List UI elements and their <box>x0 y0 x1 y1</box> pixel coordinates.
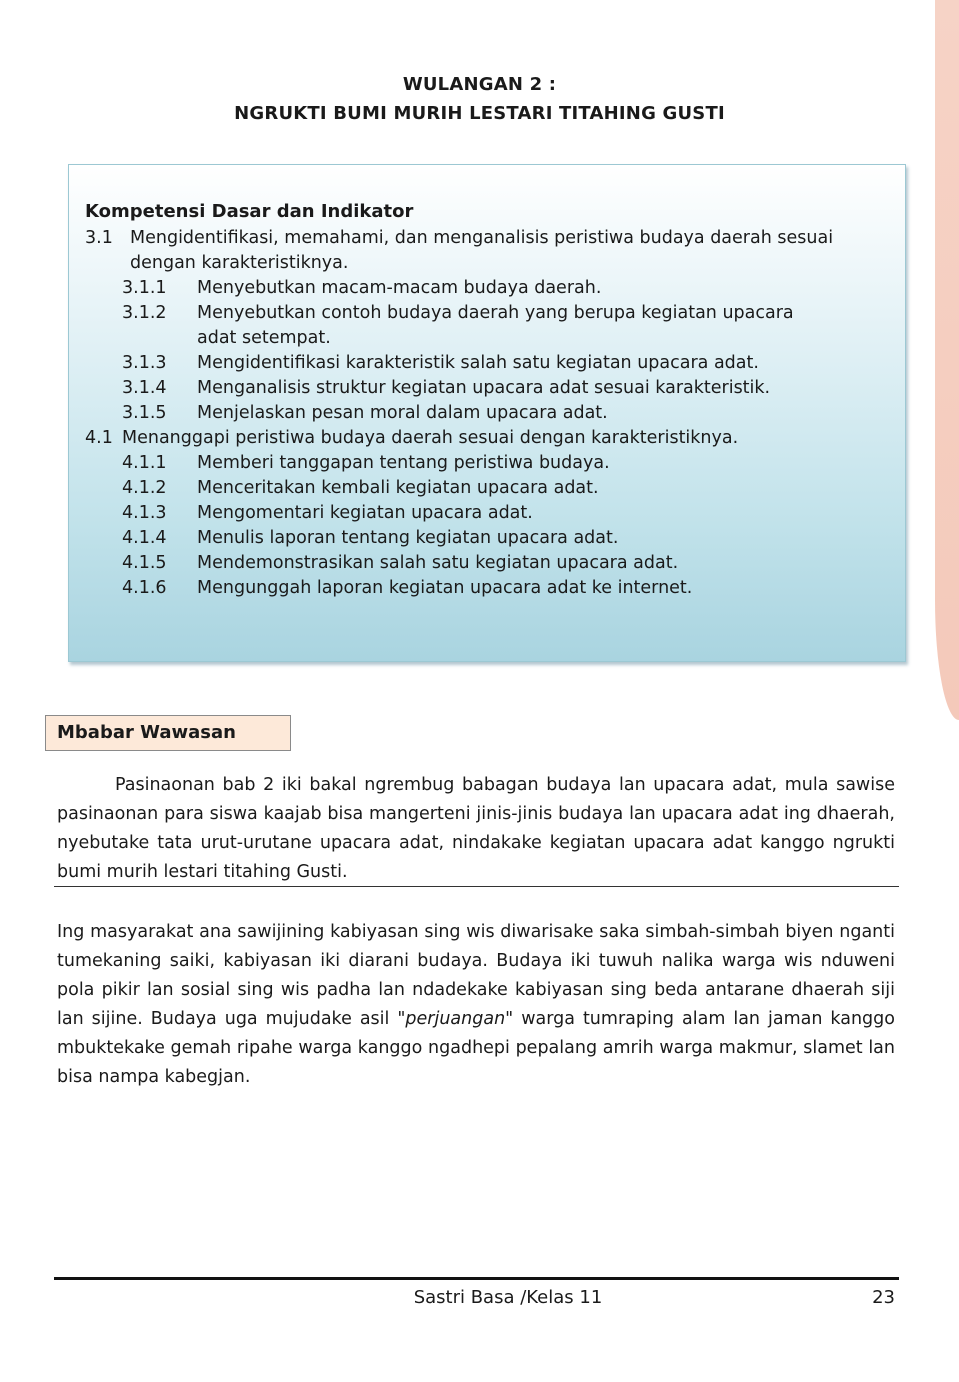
kd-3-1-text: Mengidentifikasi, memahami, dan menganalisis peristiwa budaya daerah sesuai <box>130 228 834 248</box>
indicator-text: Menyebutkan macam-macam budaya daerah. <box>197 278 602 298</box>
divider <box>54 886 899 887</box>
indicator-number: 3.1.5 <box>122 403 167 423</box>
indicator-text: Menganalisis struktur kegiatan upacara adat sesuai karakteristik. <box>197 378 771 398</box>
kd-4-1-number: 4.1 <box>85 428 113 448</box>
indicator-text: Menulis laporan tentang kegiatan upacara adat. <box>197 528 619 548</box>
section-label: Mbabar Wawasan <box>45 715 291 751</box>
indicator-text: Menyebutkan contoh budaya daerah yang berupa kegiatan upacara <box>197 303 794 323</box>
indicator-text: Menjelaskan pesan moral dalam upacara adat. <box>197 403 608 423</box>
footer-book-title: Sastri Basa /Kelas 11 <box>413 1287 603 1308</box>
kd-3-1-text-cont: dengan karakteristiknya. <box>130 253 349 273</box>
indicator-text-cont: adat setempat. <box>197 328 331 348</box>
indicator-number: 4.1.2 <box>122 478 167 498</box>
indicator-number: 3.1.3 <box>122 353 167 373</box>
page-number: 23 <box>872 1287 895 1308</box>
competency-heading: Kompetensi Dasar dan Indikator <box>85 201 414 222</box>
kd-3-1-number: 3.1 <box>85 228 113 248</box>
body-text-cont: warga tumraping alam lan jaman kanggo mbuktekake gemah ripahe warga kanggo ngadhepi pepalang amrih warga makmur, slamet lan bisa nampa kabegjan. <box>57 1009 895 1087</box>
emphasis-text: "perjuangan" <box>397 1009 514 1029</box>
indicator-text: Mengunggah laporan kegiatan upacara adat ke internet. <box>197 578 693 598</box>
indicator-number: 3.1.2 <box>122 303 167 323</box>
indicator-text: Mengidentifikasi karakteristik salah satu kegiatan upacara adat. <box>197 353 759 373</box>
body-paragraph <box>57 918 895 1092</box>
kd-4-1-text: Menanggapi peristiwa budaya daerah sesuai dengan karakteristiknya. <box>122 428 739 448</box>
indicator-number: 3.1.1 <box>122 278 167 298</box>
indicator-text: Menceritakan kembali kegiatan upacara adat. <box>197 478 599 498</box>
body-text: Ing masyarakat ana sawijining kabiyasan sing wis diwarisake saka simbah-simbah biyen nganti tumekaning saiki, kabiyasan iki diarani budaya. Budaya iki tuwuh nalika warga wis nduweni pola pikir lan sosial sing wis padha lan ndadekake kabiyasan sing beda antarane dhaerah siji lan sijine. Budaya uga mujudake asil <box>57 922 895 1029</box>
indicator-number: 4.1.6 <box>122 578 167 598</box>
indicator-number: 4.1.4 <box>122 528 167 548</box>
indicator-text: Memberi tanggapan tentang peristiwa budaya. <box>197 453 610 473</box>
indicator-text: Mendemonstrasikan salah satu kegiatan upacara adat. <box>197 553 679 573</box>
indicator-number: 4.1.5 <box>122 553 167 573</box>
footer-divider <box>54 1277 899 1280</box>
indicator-number: 3.1.4 <box>122 378 167 398</box>
intro-paragraph: Pasinaonan bab 2 iki bakal ngrembug babagan budaya lan upacara adat, mula sawise pasinaonan para siswa kaajab bisa mangerteni jinis-jinis budaya lan upacara adat ing dhaerah, nyebutake tata urut-urutane upacara adat, nindakake kegiatan upacara adat kanggo ngrukti bumi murih lestari titahing Gusti. <box>57 775 895 882</box>
lesson-title: NGRUKTI BUMI MURIH LESTARI TITAHING GUSTI <box>234 103 725 124</box>
indicator-number: 4.1.1 <box>122 453 167 473</box>
indicator-text: Mengomentari kegiatan upacara adat. <box>197 503 533 523</box>
indicator-number: 4.1.3 <box>122 503 167 523</box>
lesson-number: WULANGAN 2 : <box>402 74 557 95</box>
